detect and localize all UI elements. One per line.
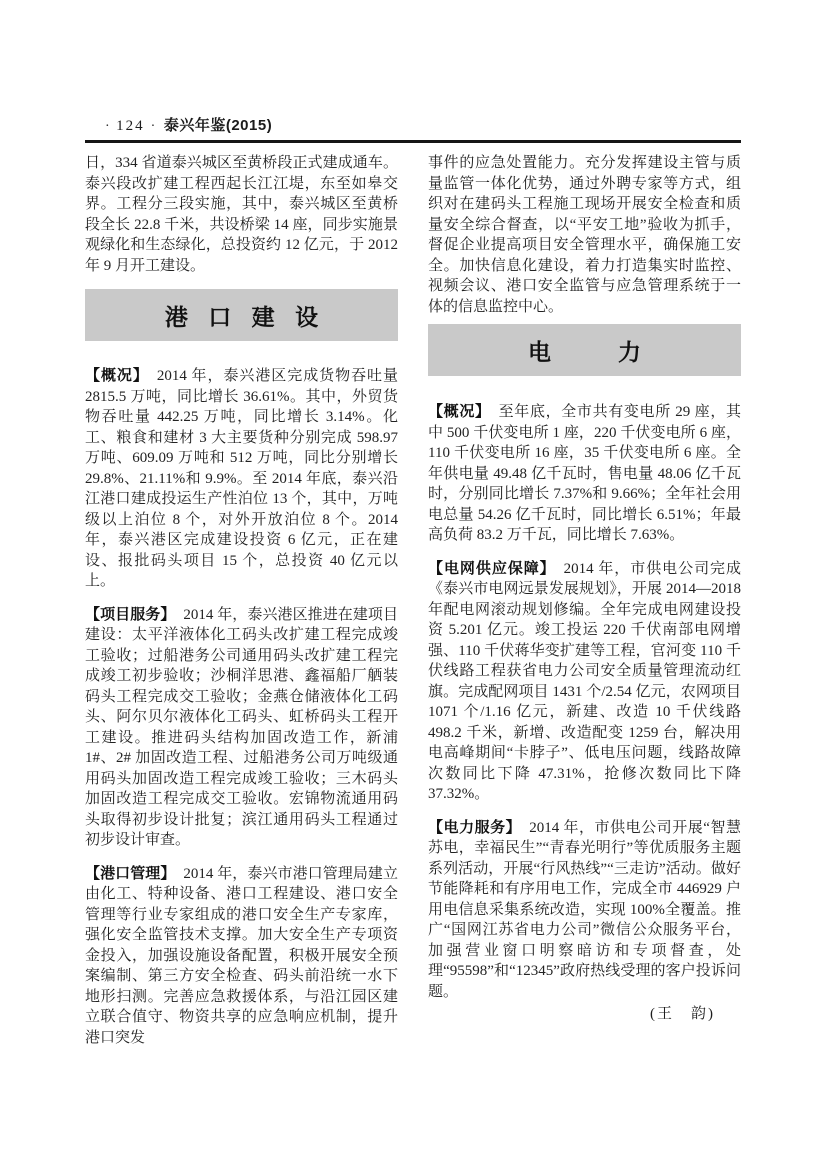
- book-title: 泰兴年鉴(2015): [163, 117, 273, 134]
- entry-label-port-management: 【港口管理】: [85, 864, 176, 882]
- header-dot-left: ·: [105, 119, 111, 134]
- page-header: [99, 114, 272, 135]
- entry-text-port-management: 2014 年，泰兴市港口管理局建立由化工、特种设备、港口工程建设、港口安全管理等行业专家组成的港口安全生产专家库，强化安全监管技术支撑。加大安全生产专项资金投入，加强设施设备配置，积极开展安全预案编制、第三方安全检查、码头前沿统一水下地形扫测。完善应急救援体系，与沿江园区建立联合值守、物资共享的应急响应机制，提升港口突发: [85, 865, 398, 1046]
- section-banner-electric-power: [428, 324, 741, 376]
- entry-label-project-service: 【项目服务】: [85, 605, 176, 623]
- entry-grid-supply-guarantee: [428, 559, 741, 805]
- right-column: [428, 153, 741, 1048]
- two-column-body: [85, 153, 741, 1048]
- left-column: [85, 153, 398, 1048]
- entry-label-grid-supply: 【电网供应保障】: [428, 559, 556, 577]
- entry-power-service: [428, 818, 741, 1003]
- header-dot-right: ·: [150, 119, 156, 134]
- entry-label-overview: 【概况】: [85, 367, 149, 384]
- author-signature: (王 韵): [650, 1006, 715, 1022]
- entry-text-power-service: 2014 年，市供电公司开展“智慧苏电，幸福民生”“青春光明行”等优质服务主题系列活动，开展“行风热线”“三走访”活动。做好节能降耗和有序用电工作，完成全市 446929 户用电信息采集系统改造，实现 100%全覆盖。推广“国网江苏省电力公司”微信公众服务平台，加强营业窗口明察暗访和专项督查，处理“95598”和“12345”政府热线受理的客户投诉问题。: [428, 819, 741, 1000]
- section-title-port-construction: 港 口 建 设: [164, 303, 326, 330]
- entry-power-overview: [428, 402, 741, 546]
- entry-project-service: [85, 605, 398, 851]
- entry-text-project-service: 2014 年，泰兴港区推进在建项目建设：太平洋液体化工码头改扩建工程完成竣工验收；过船港务公司通用码头改扩建工程完成竣工初步验收；沙桐洋思港、鑫福船厂舾装码头工程完成交工验收；金燕仓储液体化工码头、阿尔贝尔液体化工码头、虹桥码头工程开工建设。推进码头结构加固改造工作，新浦 1#、2# 加固改造工程、过船港务公司万吨级通用码头加固改造工程完成竣工验收；三木码头加固改造工程完成交工验收。宏锦物流通用码头取得初步设计批复；滨江通用码头工程通过初步设计审查。: [85, 606, 398, 848]
- entry-port-management: [85, 864, 398, 1049]
- continued-paragraph-road-project: 日，334 省道泰兴城区至黄桥段正式建成通车。泰兴段改扩建工程西起长江江堤，东至如皋交界。工程分三段实施，其中，泰兴城区至黄桥段全长 22.8 千米，共设桥梁 14 座，同步实施景观绿化和生态绿化，总投资约 12 亿元，于 2012 年 9 月开工建设。: [85, 155, 398, 274]
- entry-text-grid-supply: 2014 年，市供电公司完成《泰兴市电网远景发展规划》，开展 2014—2018 年配电网滚动规划修编。全年完成电网建设投资 5.201 亿元。竣工投运 220 千伏南部电网增强、110 千伏蒋华变扩建等工程，官河变 110 千伏线路工程获省电力公司安全质量管理流动红旗。完成配网项目 1431 个/2.54 亿元，农网项目 1071 个/1.16 亿元，新建、改造 10 千伏线路 498.2 千米，新增、改造配变 1259 台，解决用电高峰期间“卡脖子”、低电压问题，线路故障次数同比下降 47.31%，抢修次数同比下降 37.32%。: [428, 560, 741, 802]
- continued-paragraph-port-safety: 事件的应急处置能力。充分发挥建设主管与质量监管一体化优势，通过外聘专家等方式，组织对在建码头工程施工现场开展安全检查和质量安全综合督查，以“平安工地”验收为抓手，督促企业提高项目安全管理水平，确保施工安全。加快信息化建设，着力打造集实时监控、视频会议、港口安全监管与应急管理系统于一体的信息监控中心。: [428, 155, 741, 315]
- entry-text-power-overview: 至年底，全市共有变电所 29 座，其中 500 千伏变电所 1 座，220 千伏变电所 6 座，110 千伏变电所 16 座，35 千伏变电所 6 座。全年供电量 49.48 亿千瓦时，售电量 48.06 亿千瓦时，分别同比增长 7.37%和 9.66%；全年社会用电总量 54.26 亿千瓦时，同比增长 6.51%；年最高负荷 83.2 万千瓦，同比增长 7.63%。: [428, 404, 741, 543]
- page-number: 124: [116, 118, 145, 134]
- entry-label-power-overview: 【概况】: [428, 403, 491, 420]
- header-rule: [85, 140, 741, 143]
- section-title-electric-power: 电 力: [528, 338, 648, 365]
- section-banner-port-construction: [85, 289, 398, 341]
- entry-port-overview: [85, 366, 398, 592]
- entry-text-overview: 2014 年，泰兴港区完成货物吞吐量 2815.5 万吨，同比增长 36.61%。其中，外贸货物吞吐量 442.25 万吨，同比增长 3.14%。化工、粮食和建材 3 大主要货种分别完成 598.97 万吨、609.09 万吨和 512 万吨，同比分别增长 29.8%、21.11%和 9.9%。至 2014 年底，泰兴沿江港口建成投运生产性泊位 13 个，其中，万吨级以上泊位 8 个，对外开放泊位 8 个。2014 年，泰兴港区完成建设投资 6 亿元，正在建设、报批码头项目 15 个，总投资 40 亿元以上。: [85, 368, 398, 589]
- entry-label-power-service: 【电力服务】: [428, 818, 522, 836]
